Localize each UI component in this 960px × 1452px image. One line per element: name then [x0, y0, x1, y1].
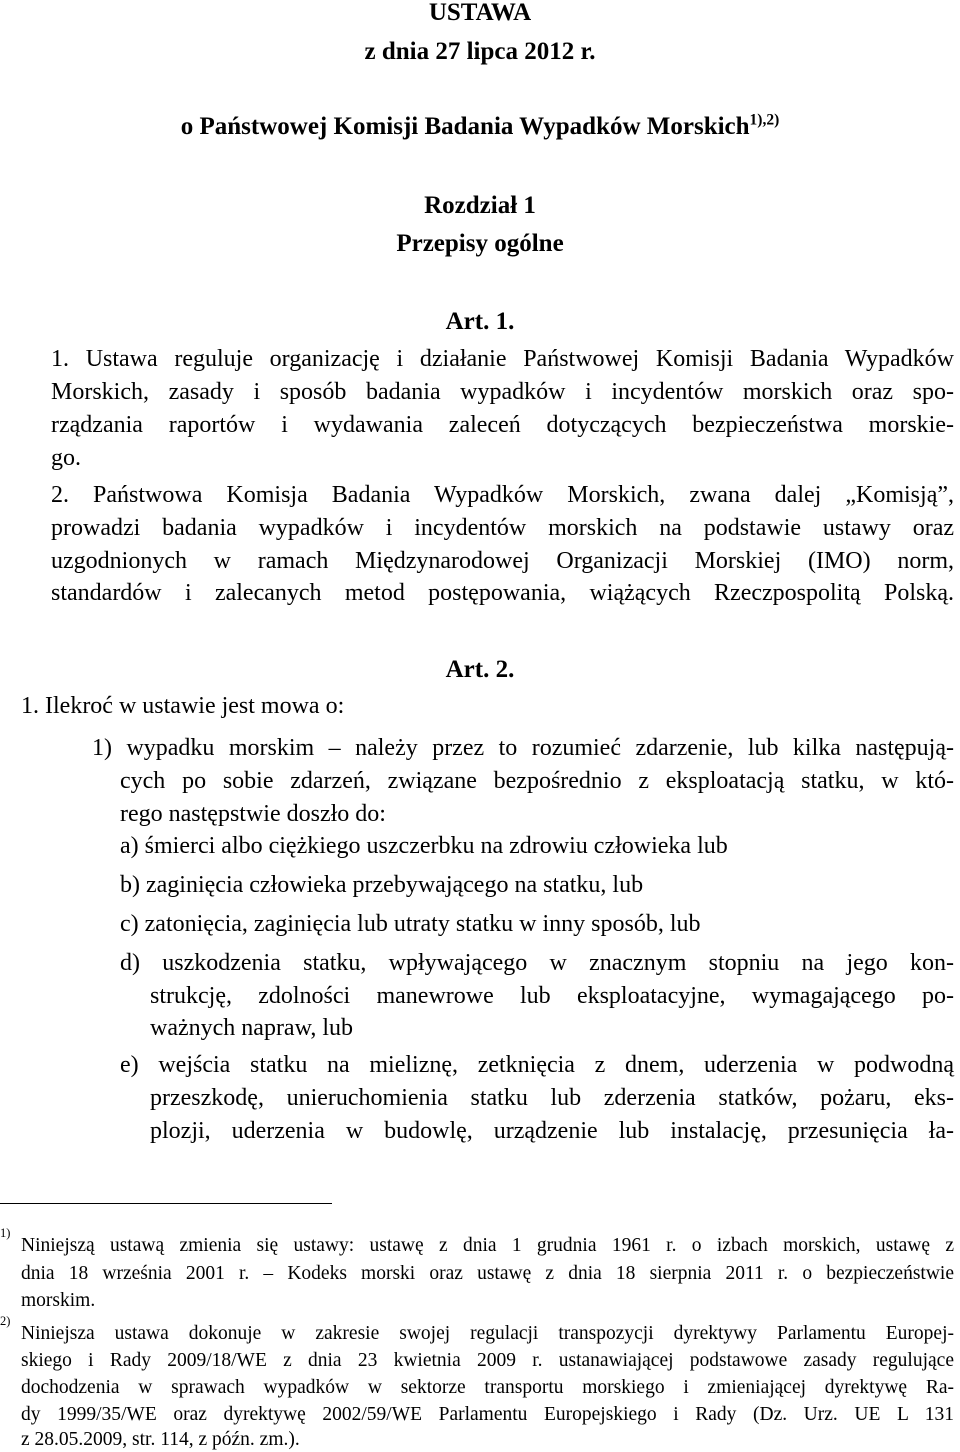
art1-p1-line: 1. Ustawa reguluje organizację i działanie Państwowej Komisji Badania Wypadków — [51, 346, 954, 372]
art1-p2-line: standardów i zalecanych metod postępowania, wiążących Rzeczpospolitą Polską. — [51, 580, 954, 606]
footnote-2-line: z 28.05.2009, str. 114, z późn. zm.). — [21, 1429, 300, 1450]
footnote-2-line: dy 1999/35/WE oraz dyrektywę 2002/59/WE Parlamentu Europejskiego i Rady (Dz. Urz. UE L 131 — [21, 1404, 954, 1425]
footnote-1-line: Niniejszą ustawą zmienia się ustawy: ustawę z dnia 1 grudnia 1961 r. o izbach morskich, ustawę z — [21, 1235, 954, 1256]
art1-p1-line: go. — [51, 445, 81, 471]
art2-letter-a: a) śmierci albo ciężkiego uszczerbku na zdrowiu człowieka lub — [120, 833, 728, 859]
act-title: USTAWA — [428, 0, 532, 26]
art2-letter-b: b) zaginięcia człowieka przebywającego na statku, lub — [120, 872, 644, 898]
art2-letter-e-line: plozji, uderzenia w budowlę, urządzenie lub instalację, przesunięcia ła- — [150, 1118, 954, 1144]
art1-p2-line: prowadzi badania wypadków i incydentów morskich na podstawie ustawy oraz — [51, 515, 954, 541]
art2-point1-line: rego następstwie doszło do: — [120, 801, 386, 827]
art2-letter-d-line: ważnych napraw, lub — [150, 1015, 354, 1041]
art1-p2-line: uzgodnionych w ramach Międzynarodowej Organizacji Morskiej (IMO) norm, — [51, 548, 954, 574]
footnote-1-line: morskim. — [21, 1290, 96, 1311]
art2-point1-line: cych po sobie zdarzeń, związane bezpośrednio z eksploatacją statku, w któ- — [120, 768, 954, 794]
art2-letter-e-line: e) wejścia statku na mieliznę, zetknięcia z dnem, uderzenia w podwodną — [120, 1052, 954, 1078]
art1-p2-line: 2. Państwowa Komisja Badania Wypadków Morskich, zwana dalej „Komisją”, — [51, 482, 954, 508]
footnote-2-line: Niniejsza ustawa dokonuje w zakresie swojej regulacji transpozycji dyrektywy Parlamentu Europej- — [21, 1323, 954, 1344]
chapter-title: Przepisy ogólne — [396, 230, 564, 257]
art1-heading: Art. 1. — [445, 308, 515, 335]
art1-p1-line: Morskich, zasady i sposób badania wypadków i incydentów morskich oraz spo- — [51, 379, 954, 405]
art2-intro: 1. Ilekroć w ustawie jest mowa o: — [21, 693, 345, 719]
footnote-2-mark: 2) — [0, 1314, 11, 1328]
act-subject-footnote-ref: 1),2) — [749, 111, 780, 129]
footnote-1-mark: 1) — [0, 1226, 11, 1240]
art2-letter-c: c) zatonięcia, zaginięcia lub utraty statku w inny sposób, lub — [120, 911, 701, 937]
footnote-1-line: dnia 18 września 2001 r. – Kodeks morski oraz ustawę z dnia 18 sierpnia 2011 r. o bezpieczeństwie — [21, 1263, 954, 1284]
footnote-2-line: skiego i Rady 2009/18/WE z dnia 23 kwietnia 2009 r. ustanawiającej podstawowe zasady regulujące — [21, 1350, 954, 1371]
art2-letter-e-line: przeszkodę, unieruchomienia statku lub zderzenia statków, pożaru, eks- — [150, 1085, 954, 1111]
art2-point1-line: 1) wypadku morskim – należy przez to rozumieć zdarzenie, lub kilka następują- — [92, 735, 954, 761]
footnote-2-line: dochodzenia w sprawach wypadków w sektorze transportu morskiego i zmieniającej dyrektywę Ra- — [21, 1377, 954, 1398]
act-date: z dnia 27 lipca 2012 r. — [364, 38, 596, 65]
footnote-separator — [0, 1203, 332, 1204]
act-subject — [0, 112, 960, 142]
art2-letter-d-line: d) uszkodzenia statku, wpływającego w znacznym stopniu na jego kon- — [120, 950, 954, 976]
art2-letter-d-line: strukcję, zdolności manewrowe lub eksploatacyjne, wymagającego po- — [150, 983, 954, 1009]
act-subject-text: o Państwowej Komisji Badania Wypadków Morskich — [180, 113, 750, 140]
art1-p1-line: rządzania raportów i wydawania zaleceń dotyczących bezpieczeństwa morskie- — [51, 412, 954, 438]
art2-heading: Art. 2. — [445, 656, 515, 683]
chapter-number: Rozdział 1 — [424, 192, 536, 219]
